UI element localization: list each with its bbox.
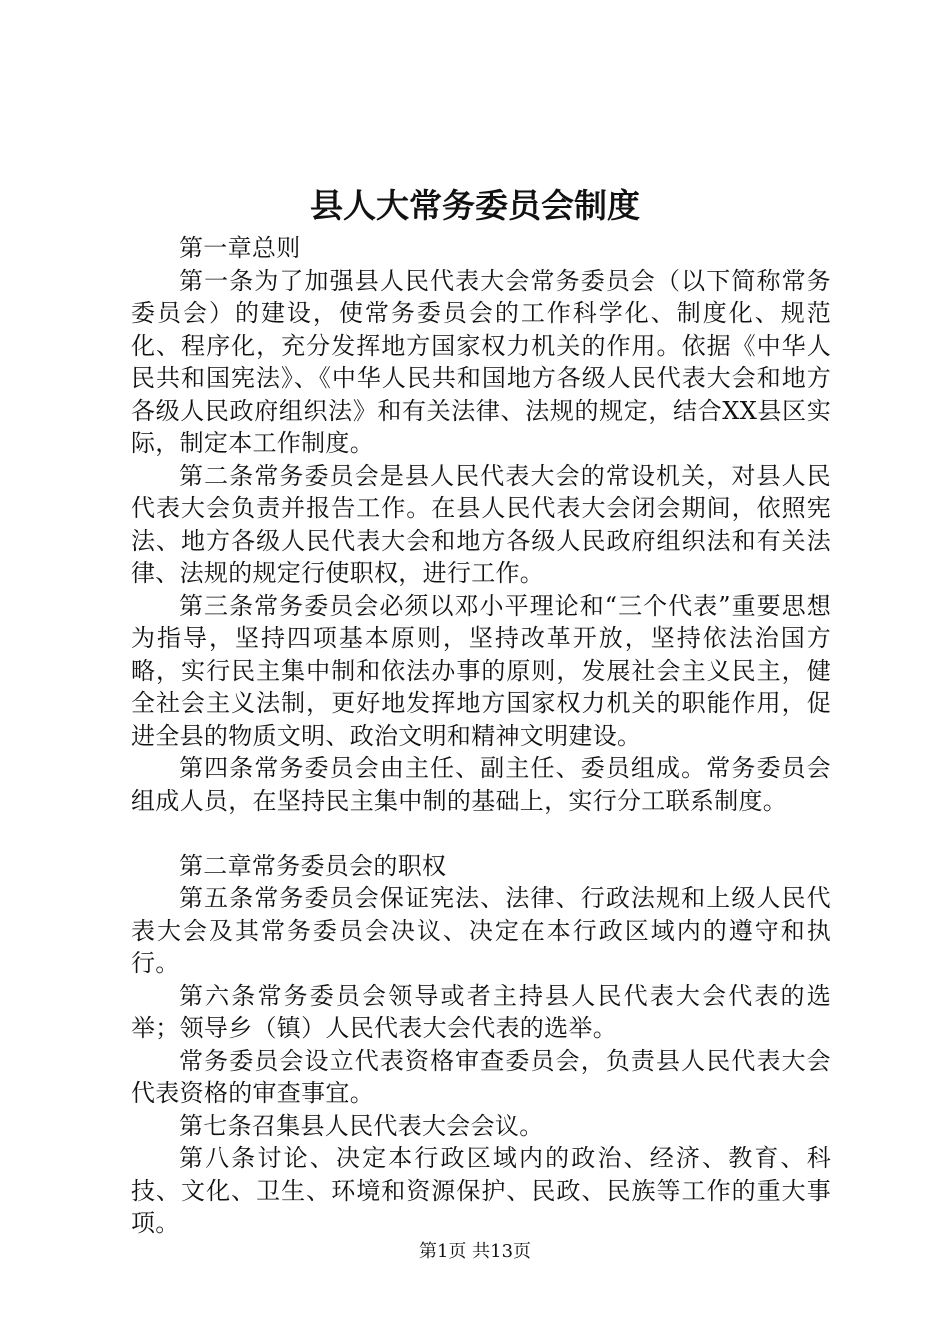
section-gap — [131, 817, 831, 850]
article-2: 第二条常务委员会是县人民代表大会的常设机关，对县人民代表大会负责并报告工作。在县人民代表大会闭会期间，依照宪法、地方各级人民代表大会和地方各级人民政府组织法和有关法律、法规的规定行使职权，进行工作。 — [131, 461, 831, 587]
document-body — [131, 232, 831, 1240]
article-7: 第七条召集县人民代表大会会议。 — [179, 1111, 544, 1140]
document-title: 县人大常务委员会制度 — [310, 186, 640, 225]
chapter-2-heading: 第二章常务委员会的职权 — [179, 851, 447, 880]
page-number-footer: 第1页 共13页 — [418, 1241, 532, 1262]
article-8: 第八条讨论、决定本行政区域内的政治、经济、教育、科技、文化、卫生、环境和资源保护、民政、民族等工作的重大事项。 — [131, 1144, 831, 1237]
article-6-clause: 常务委员会设立代表资格审查委员会，负责县人民代表大会代表资格的审查事宜。 — [131, 1046, 831, 1107]
article-6: 第六条常务委员会领导或者主持县人民代表大会代表的选举；领导乡（镇）人民代表大会代表的选举。 — [131, 981, 831, 1042]
article-5: 第五条常务委员会保证宪法、法律、行政法规和上级人民代表大会及其常务委员会决议、决定在本行政区域内的遵守和执行。 — [131, 884, 831, 977]
article-4: 第四条常务委员会由主任、副主任、委员组成。常务委员会组成人员，在坚持民主集中制的基础上，实行分工联系制度。 — [131, 754, 831, 815]
article-3: 第三条常务委员会必须以邓小平理论和“三个代表”重要思想为指导，坚持四项基本原则，坚持改革开放，坚持依法治国方略，实行民主集中制和依法办事的原则，发展社会主义民主，健全社会主义法制，更好地发挥地方国家权力机关的职能作用，促进全县的物质文明、政治文明和精神文明建设。 — [131, 591, 831, 750]
chapter-1-heading: 第一章总则 — [179, 234, 301, 262]
article-1: 第一条为了加强县人民代表大会常务委员会（以下简称常务委员会）的建设，使常务委员会的工作科学化、制度化、规范化、程序化，充分发挥地方国家权力机关的作用。依据《中华人民共和国宪法》、《中华人民共和国地方各级人民代表大会和地方各级人民政府组织法》和有关法律、法规的规定，结合XX县区实际，制定本工作制度。 — [131, 266, 831, 457]
